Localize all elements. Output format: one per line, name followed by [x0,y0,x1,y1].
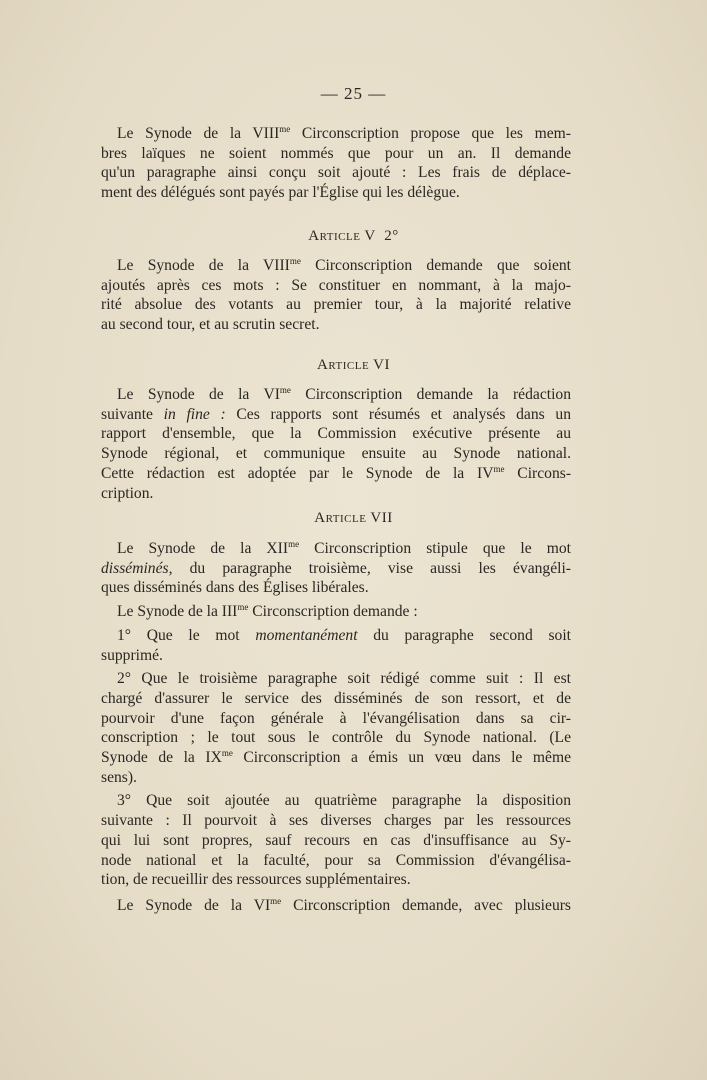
paragraph-block-article-v [101,256,571,335]
paragraph-block-article-vi [101,385,571,503]
paragraph-block-article-vii [101,539,571,916]
paragraph-line: suivante in fine : Ces rapports sont résumés et analysés dans un [101,405,571,423]
paragraph-line: qu'un paragraphe ainsi conçu soit ajouté : Les frais de déplace- [101,164,571,182]
article-vii-heading: Article VII [314,510,393,526]
paragraph: Le Synode de la $VI^{me}$ Circonscription demande la rédaction [117,385,571,403]
paragraph-line: bres laïques ne soient nommés que pour un an. Il demande [101,144,571,162]
paragraph-line: chargé d'assurer le service des disséminés de son ressort, et de [101,689,571,707]
paragraph-line: ajoutés après ces mots : Se constituer en nommant, à la majo- [101,276,571,294]
article-v-heading: Article V 2° [308,228,399,244]
paragraph: 3° Que soit ajoutée au quatrième paragraphe la disposition [117,792,571,810]
paragraph-line: Synode régional, et communique ensuite au Synode national. [101,445,571,463]
paragraph-line: tion, de recueillir des ressources supplémentaires. [101,871,411,889]
paragraph-line: pourvoir d'une façon générale à l'évangélisation dans sa cir- [101,709,571,727]
paragraph-line: ques disséminés dans des Églises libérales. [101,579,369,597]
paragraph-line: suivante : Il pourvoit à ses diverses charges par les ressources [101,812,571,830]
paragraph-line: sens). [101,768,137,786]
paragraph: Le Synode de la $XII^{me}$ Circonscription stipule que le mot [117,539,571,557]
paragraph: Le Synode de la $VI^{me}$ Circonscription demande, avec plusieurs [117,895,571,914]
paragraph-line: rapport d'ensemble, que la Commission exécutive présente au [101,425,571,443]
paragraph-line: supprimé. [101,646,163,664]
paragraph: Le Synode de la $VIII^{me}$ Circonscription propose que les mem- [117,124,571,142]
paragraph-line: rité absolue des votants au premier tour, à la majorité relative [101,296,571,314]
paragraph-line: conscription ; le tout sous le contrôle du Synode national. (Le [101,729,571,747]
paragraph: Le Synode de la $III^{me}$ Circonscription demande : [117,602,418,621]
paragraph: Le Synode de la $VIII^{me}$ Circonscription demande que soient [117,256,571,274]
paragraph-line: qui lui sont propres, sauf recours en cas d'insuffisance au Sy- [101,831,571,849]
paragraph-line: cription. [101,484,154,502]
article-vi-heading: Article VI [317,357,390,373]
paragraph: 2° Que le troisième paragraphe soit rédigé comme suit : Il est [117,670,571,688]
paragraph-line: disséminés, du paragraphe troisième, vise aussi les évangéli- [101,559,571,577]
paragraph: 1° Que le mot momentanément du paragraphe second soit [117,626,572,644]
paragraph-block-viii-members [101,124,571,203]
paragraph-line: ment des délégués sont payés par l'Église qui les délègue. [101,184,460,202]
page-number: — 25 — [320,84,387,103]
paragraph-line: node national et la faculté, pour sa Commission d'évangélisa- [101,851,571,869]
paragraph-line: Synode de la $IX^{me}$ Circonscription a émis un vœu dans le même [101,748,572,767]
paragraph-line: au second tour, et au scrutin secret. [101,316,320,334]
paragraph-line: Cette rédaction est adoptée par le Synode de la $IV^{me}$ Circons- [101,463,572,482]
